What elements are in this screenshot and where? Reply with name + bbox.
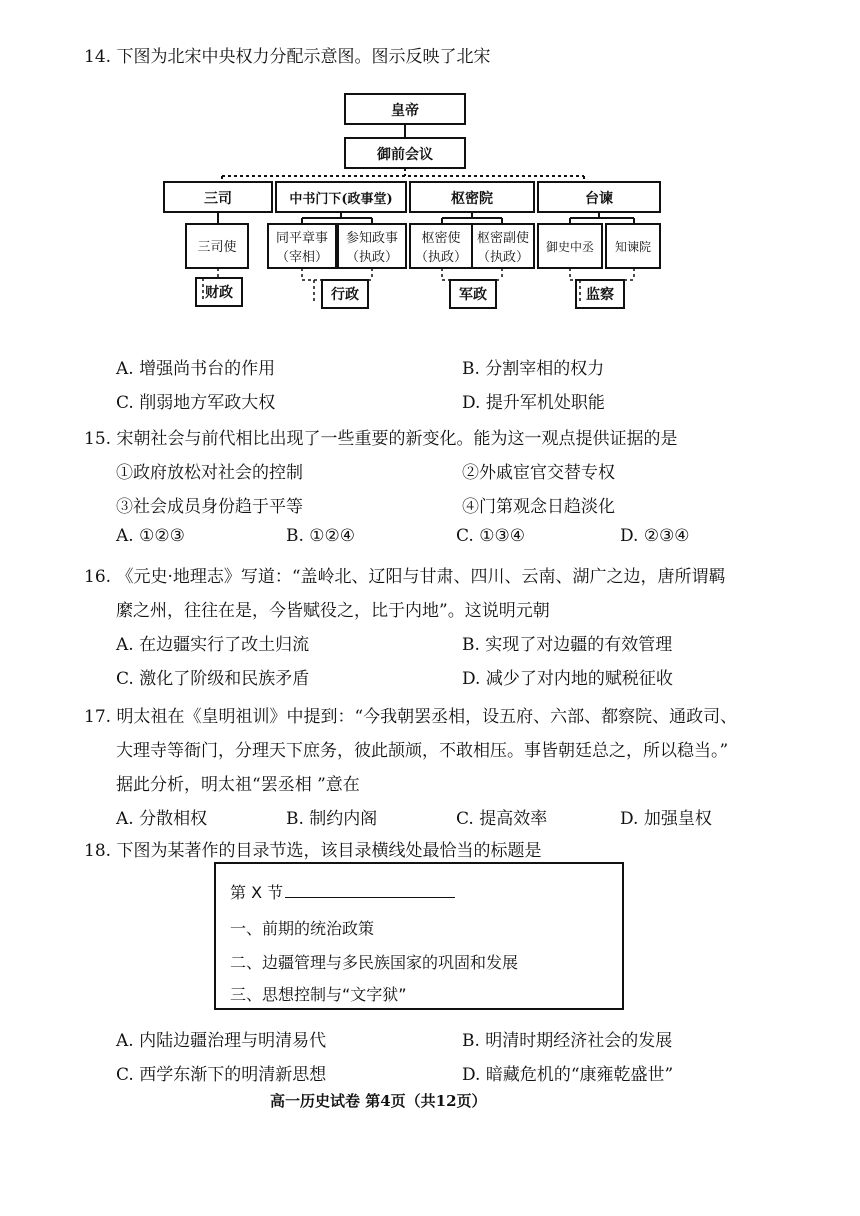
office-label: （执政） xyxy=(476,250,530,265)
q14-option-b: B. 分割宰相的权力 xyxy=(462,359,605,379)
office-label: 同平章事 xyxy=(275,231,329,246)
q17-stem-line2: 大理寺等衙门，分理天下庶务，彼此颉颃，不敢相压。事皆朝廷总之，所以稳当。” xyxy=(116,741,729,761)
office-label: 三司使 xyxy=(197,240,237,255)
q17-stem-line1: 17. 明太祖在《皇明祖训》中提到：“今我朝罢丞相，设五府、六部、都察院、通政司、 xyxy=(84,707,738,727)
office-label: 枢密副使 xyxy=(476,231,530,246)
office-label: 御史中丞 xyxy=(545,240,595,254)
q15-item-3: ③社会成员身份趋于平等 xyxy=(116,497,303,517)
function-label: 财政 xyxy=(205,285,233,301)
branch-label: 台谏 xyxy=(585,191,613,207)
q16-option-c: C. 激化了阶级和民族矛盾 xyxy=(116,669,310,689)
q16-option-d: D. 减少了对内地的赋税征收 xyxy=(462,669,673,689)
toc-section-heading xyxy=(230,880,455,903)
office-label: （宰相） xyxy=(275,250,329,265)
toc-section-label: 第 X 节 xyxy=(230,883,284,902)
q15-stem: 15. 宋朝社会与前代相比出现了一些重要的新变化。能为这一观点提供证据的是 xyxy=(84,429,678,449)
q17-stem-line3: 据此分析，明太祖“罢丞相 ”意在 xyxy=(116,775,360,795)
q16-option-b: B. 实现了对边疆的有效管理 xyxy=(462,635,673,655)
q17-option-b: B. 制约内阁 xyxy=(286,809,378,829)
q14-option-d: D. 提升军机处职能 xyxy=(462,393,605,413)
q14-option-c: C. 削弱地方军政大权 xyxy=(116,393,276,413)
q17-option-c: C. 提高效率 xyxy=(456,809,548,829)
q17-option-a: A. 分散相权 xyxy=(116,809,208,829)
branch-label: 三司 xyxy=(204,191,232,207)
q15-option-d: D. ②③④ xyxy=(620,526,690,546)
emperor-label: 皇帝 xyxy=(391,103,419,119)
toc-blank-line xyxy=(285,883,455,898)
q15-item-2: ②外戚宦官交替专权 xyxy=(462,463,615,483)
office-label: 知谏院 xyxy=(614,240,652,254)
office-label: 枢密使 xyxy=(421,231,461,246)
q15-option-c: C. ①③④ xyxy=(456,526,525,546)
q18-stem: 18. 下图为某著作的目录节选，该目录横线处最恰当的标题是 xyxy=(84,841,542,861)
q18-option-a: A. 内陆边疆治理与明清易代 xyxy=(116,1031,327,1051)
function-label: 监察 xyxy=(586,287,614,303)
office-label: （执政） xyxy=(414,250,468,265)
council-label: 御前会议 xyxy=(377,147,433,163)
q18-option-d: D. 暗藏危机的“康雍乾盛世” xyxy=(462,1065,674,1085)
q17-option-d: D. 加强皇权 xyxy=(620,809,712,829)
function-label: 军政 xyxy=(459,287,487,303)
toc-line: 二、边疆管理与多民族国家的巩固和发展 xyxy=(230,953,519,972)
q15-option-a: A. ①②③ xyxy=(116,526,185,546)
table-of-contents-box xyxy=(214,862,624,1010)
branch-label: 中书门下(政事堂) xyxy=(289,192,393,207)
q15-item-4: ④门第观念日趋淡化 xyxy=(462,497,615,517)
q18-option-b: B. 明清时期经济社会的发展 xyxy=(462,1031,673,1051)
q16-option-a: A. 在边疆实行了改土归流 xyxy=(116,635,310,655)
q15-item-1: ①政府放松对社会的控制 xyxy=(116,463,303,483)
q16-stem-line1: 16. 《元史·地理志》写道：“盖岭北、辽阳与甘肃、四川、云南、湖广之边，唐所谓羁 xyxy=(84,567,726,587)
office-label: （执政） xyxy=(345,250,399,265)
toc-line: 三、思想控制与“文字狱” xyxy=(230,985,407,1004)
q15-option-b: B. ①②④ xyxy=(286,526,356,546)
toc-line: 一、前期的统治政策 xyxy=(230,919,375,938)
q16-stem-line2: 縻之州，往往在是，今皆赋役之，比于内地”。这说明元朝 xyxy=(116,601,550,621)
q18-option-c: C. 西学东渐下的明清新思想 xyxy=(116,1065,327,1085)
q14-stem: 14. 下图为北宋中央权力分配示意图。图示反映了北宋 xyxy=(84,47,491,67)
office-label: 参知政事 xyxy=(345,231,399,246)
q14-option-a: A. 增强尚书台的作用 xyxy=(116,359,276,379)
branch-label: 枢密院 xyxy=(451,191,493,207)
function-label: 行政 xyxy=(331,287,359,303)
page-footer: 高一历史试卷 第4页（共12页） xyxy=(270,1092,487,1110)
